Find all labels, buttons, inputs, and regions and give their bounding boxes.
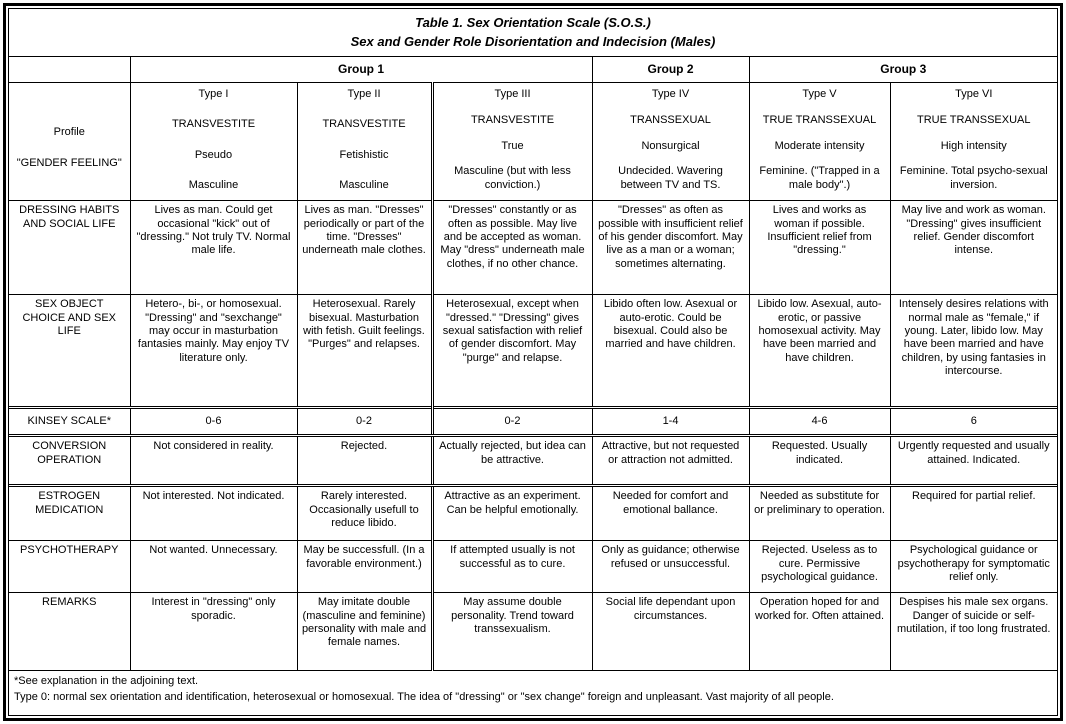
group-3-header: Group 3 [749, 57, 1057, 83]
outer-frame [3, 3, 1063, 721]
table-title-line1: Table 1. Sex Orientation Scale (S.O.S.) [415, 15, 651, 30]
cell-conversion-type5: Requested. Usually indicated. [749, 436, 890, 486]
cell-estrogen-type6: Required for partial relief. [890, 486, 1057, 541]
row-label-conversion-operation: CONVERSION OPERATION [9, 436, 130, 486]
row-label-dressing-habits: DRESSING HABITS AND SOCIAL LIFE [9, 201, 130, 295]
cell-conversion-type1: Not considered in reality. [130, 436, 297, 486]
type5-subtype: Moderate intensity [774, 139, 865, 152]
group-2-header: Group 2 [592, 57, 749, 83]
row-dressing-habits [9, 201, 1057, 295]
footnote-line2: Type 0: normal sex orientation and identification, heterosexual or homosexual. The idea of "dressing" or "sex change" foreign and unpleasant. Vast majority of all people. [14, 690, 834, 703]
cell-kinsey-type5: 4-6 [749, 408, 890, 436]
row-remarks [9, 593, 1057, 671]
row-label-remarks: REMARKS [9, 593, 130, 671]
cell-psychotherapy-type2: May be successfull. (In a favorable environment.) [297, 541, 432, 593]
cell-remarks-type3: May assume double personality. Trend toward transsexualism. [432, 593, 592, 671]
inner-frame [8, 8, 1058, 716]
profile-label-line2: "GENDER FEELING" [16, 156, 122, 169]
cell-conversion-type6: Urgently requested and usually attained. Indicated. [890, 436, 1057, 486]
cell-remarks-type2: May imitate double (masculine and feminine) personality with male and female names. [297, 593, 432, 671]
cell-estrogen-type1: Not interested. Not indicated. [130, 486, 297, 541]
type6-number: Type VI [955, 88, 993, 101]
cell-psychotherapy-type4: Only as guidance; otherwise refused or unsuccessful. [592, 541, 749, 593]
cell-kinsey-type1: 0-6 [130, 408, 297, 436]
profile-type6 [890, 83, 1057, 201]
cell-estrogen-type5: Needed as substitute for or preliminary to operation. [749, 486, 890, 541]
table-title [9, 9, 1057, 57]
type2-number: Type II [347, 88, 381, 101]
profile-type1 [130, 83, 297, 201]
cell-dressing-type4: "Dresses" as often as possible with insufficient relief of his gender discomfort. May live as a man or a woman; sometimes alternating. [592, 201, 749, 295]
profile-label-line1: Profile [53, 126, 85, 139]
cell-psychotherapy-type1: Not wanted. Unnecessary. [130, 541, 297, 593]
cell-dressing-type6: May live and work as woman. "Dressing" gives insufficient relief. Gender discomfort intense. [890, 201, 1057, 295]
cell-dressing-type3: "Dresses" constantly or as often as possible. May live and be accepted as woman. May "dress" underneath male clothes, if no other chance. [432, 201, 592, 295]
profile-header-row [9, 83, 1057, 201]
cell-conversion-type2: Rejected. [297, 436, 432, 486]
cell-conversion-type3: Actually rejected, but idea can be attractive. [432, 436, 592, 486]
type5-feeling: Feminine. ("Trapped in a male body".) [759, 165, 880, 191]
cell-sexobject-type6: Intensely desires relations with normal male as "female," if young. Later, libido low. May have been married and have children, by using fantasies in intercourse. [890, 295, 1057, 408]
type1-subtype: Pseudo [194, 148, 233, 161]
type1-name: TRANSVESTITE [171, 118, 256, 131]
row-label-psychotherapy: PSYCHOTHERAPY [9, 541, 130, 593]
row-label-sex-object: SEX OBJECT CHOICE AND SEX LIFE [9, 295, 130, 408]
type2-feeling: Masculine [339, 178, 389, 191]
type3-feeling: Masculine (but with less conviction.) [454, 165, 571, 191]
type1-number: Type I [198, 88, 229, 101]
cell-sexobject-type2: Heterosexual. Rarely bisexual. Masturbation with fetish. Guilt feelings. "Purges" and relapses. [297, 295, 432, 408]
cell-sexobject-type3: Heterosexual, except when "dressed." "Dressing" gives sexual satisfaction with relief of gender discomfort. May "purge" and relapse. [432, 295, 592, 408]
type6-name: TRUE TRANSSEXUAL [917, 113, 1031, 126]
cell-estrogen-type3: Attractive as an experiment. Can be helpful emotionally. [432, 486, 592, 541]
cell-remarks-type6: Despises his male sex organs. Danger of suicide or self-mutilation, if too long frustrated. [890, 593, 1057, 671]
type3-name: TRANSVESTITE [470, 113, 555, 126]
cell-psychotherapy-type5: Rejected. Useless as to cure. Permissive psychological guidance. [749, 541, 890, 593]
cell-dressing-type1: Lives as man. Could get occasional "kick" out of "dressing." Not truly TV. Normal male life. [130, 201, 297, 295]
row-psychotherapy [9, 541, 1057, 593]
type6-subtype: High intensity [940, 139, 1007, 152]
cell-sexobject-type1: Hetero-, bi-, or homosexual. "Dressing" and "sexchange" may occur in masturbation fantasies mainly. May enjoy TV literature only. [130, 295, 297, 408]
group-header-row [9, 57, 1057, 83]
type4-feeling: Undecided. Wavering between TV and TS. [618, 165, 723, 191]
type4-name: TRANSSEXUAL [630, 113, 711, 126]
row-sex-object [9, 295, 1057, 408]
cell-sexobject-type5: Libido low. Asexual, auto-erotic, or passive homosexual activity. May have been married and have children. [749, 295, 890, 408]
group-1-header: Group 1 [130, 57, 592, 83]
corner-cell [9, 57, 130, 83]
cell-dressing-type2: Lives as man. "Dresses" periodically or part of the time. "Dresses" underneath male clothes. [297, 201, 432, 295]
profile-row-label [9, 83, 130, 201]
profile-type4 [592, 83, 749, 201]
cell-estrogen-type4: Needed for comfort and emotional ballance. [592, 486, 749, 541]
cell-remarks-type4: Social life dependant upon circumstances. [592, 593, 749, 671]
cell-dressing-type5: Lives and works as woman if possible. Insufficient relief from "dressing." [749, 201, 890, 295]
type2-subtype: Fetishistic [339, 148, 389, 161]
cell-estrogen-type2: Rarely interested. Occasionally usefull to reduce libido. [297, 486, 432, 541]
type4-subtype: Nonsurgical [641, 139, 700, 152]
cell-kinsey-type2: 0-2 [297, 408, 432, 436]
type4-number: Type IV [651, 88, 690, 101]
cell-kinsey-type4: 1-4 [592, 408, 749, 436]
type1-feeling: Masculine [188, 178, 239, 191]
profile-type2 [297, 83, 432, 201]
cell-conversion-type4: Attractive, but not requested or attraction not admitted. [592, 436, 749, 486]
type3-subtype: True [501, 139, 524, 152]
type5-name: TRUE TRANSSEXUAL [762, 113, 877, 126]
type5-number: Type V [802, 88, 837, 101]
type6-feeling: Feminine. Total psycho-sexual inversion. [899, 165, 1048, 191]
footnotes [9, 671, 1057, 715]
cell-kinsey-type6: 6 [890, 408, 1057, 436]
row-kinsey-scale [9, 408, 1057, 436]
sos-table [9, 57, 1057, 672]
profile-type3 [432, 83, 592, 201]
row-conversion-operation [9, 436, 1057, 486]
cell-remarks-type5: Operation hoped for and worked for. Often attained. [749, 593, 890, 671]
cell-remarks-type1: Interest in "dressing" only sporadic. [130, 593, 297, 671]
type2-name: TRANSVESTITE [322, 118, 406, 131]
table-title-line2: Sex and Gender Role Disorientation and Indecision (Males) [350, 33, 716, 49]
footnote-line1: *See explanation in the adjoining text. [14, 675, 199, 688]
profile-type5 [749, 83, 890, 201]
cell-psychotherapy-type3: If attempted usually is not successful as to cure. [432, 541, 592, 593]
cell-psychotherapy-type6: Psychological guidance or psychotherapy for symptomatic relief only. [890, 541, 1057, 593]
cell-kinsey-type3: 0-2 [432, 408, 592, 436]
type3-number: Type III [494, 88, 531, 101]
row-label-estrogen-medication: ESTROGEN MEDICATION [9, 486, 130, 541]
cell-sexobject-type4: Libido often low. Asexual or auto-erotic. Could be bisexual. Could also be married and have children. [592, 295, 749, 408]
row-estrogen-medication [9, 486, 1057, 541]
row-label-kinsey-scale: KINSEY SCALE* [9, 408, 130, 436]
